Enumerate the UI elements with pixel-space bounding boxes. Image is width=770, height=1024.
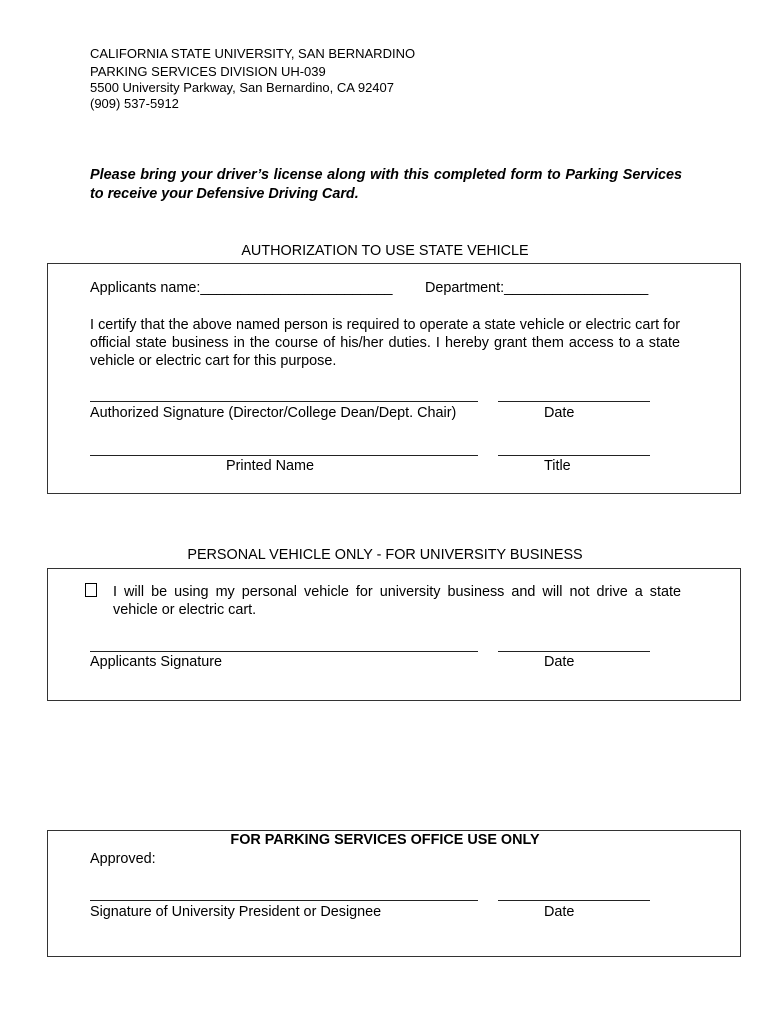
phone-number: (909) 537-5912: [90, 96, 179, 111]
address: 5500 University Parkway, San Bernardino, CA 92407: [90, 80, 394, 95]
authorization-box: [47, 263, 741, 494]
office-use-box: [47, 830, 741, 957]
authorization-section-title: AUTHORIZATION TO USE STATE VEHICLE: [241, 243, 529, 259]
office-use-date-label: Date: [544, 904, 575, 920]
authorized-signature-line[interactable]: [90, 401, 478, 402]
title-label: Title: [544, 458, 571, 474]
authorization-date-label: Date: [544, 405, 575, 421]
applicant-signature-line[interactable]: [90, 651, 478, 652]
authorized-signature-label: Authorized Signature (Director/College Dean/Dept. Chair): [90, 405, 457, 421]
personal-vehicle-date-label: Date: [544, 654, 575, 670]
title-line[interactable]: [498, 455, 650, 456]
president-signature-label: Signature of University President or Designee: [90, 904, 382, 920]
applicant-signature-label: Applicants Signature: [90, 654, 222, 670]
university-name: CALIFORNIA STATE UNIVERSITY, SAN BERNARDINO: [90, 46, 416, 61]
office-use-title: FOR PARKING SERVICES OFFICE USE ONLY: [230, 832, 540, 848]
personal-vehicle-checkbox[interactable]: [85, 583, 97, 597]
personal-vehicle-date-line[interactable]: [498, 651, 650, 652]
office-use-date-line[interactable]: [498, 900, 650, 901]
instruction-text: Please bring your driver’s license along with this completed form to Parking Services to receive your Defensive Driving Card.: [90, 167, 682, 202]
printed-name-label: Printed Name: [226, 458, 314, 474]
personal-vehicle-statement: I will be using my personal vehicle for university business and will not drive a state vehicle or electric cart.: [113, 584, 681, 618]
division-name: PARKING SERVICES DIVISION UH-039: [90, 64, 326, 79]
printed-name-line[interactable]: [90, 455, 478, 456]
approved-label: Approved:: [90, 851, 156, 867]
authorization-date-line[interactable]: [498, 401, 650, 402]
personal-vehicle-section-title: PERSONAL VEHICLE ONLY - FOR UNIVERSITY BUSINESS: [187, 547, 583, 563]
president-signature-line[interactable]: [90, 900, 478, 901]
applicant-name-field[interactable]: Applicants name:________________________: [90, 280, 393, 296]
certification-text: I certify that the above named person is required to operate a state vehicle or electric cart for official state business in the course of his/her duties. I hereby grant them access to a state vehicle or electric cart for this purpose.: [90, 317, 680, 369]
department-field[interactable]: Department:__________________: [425, 280, 649, 296]
